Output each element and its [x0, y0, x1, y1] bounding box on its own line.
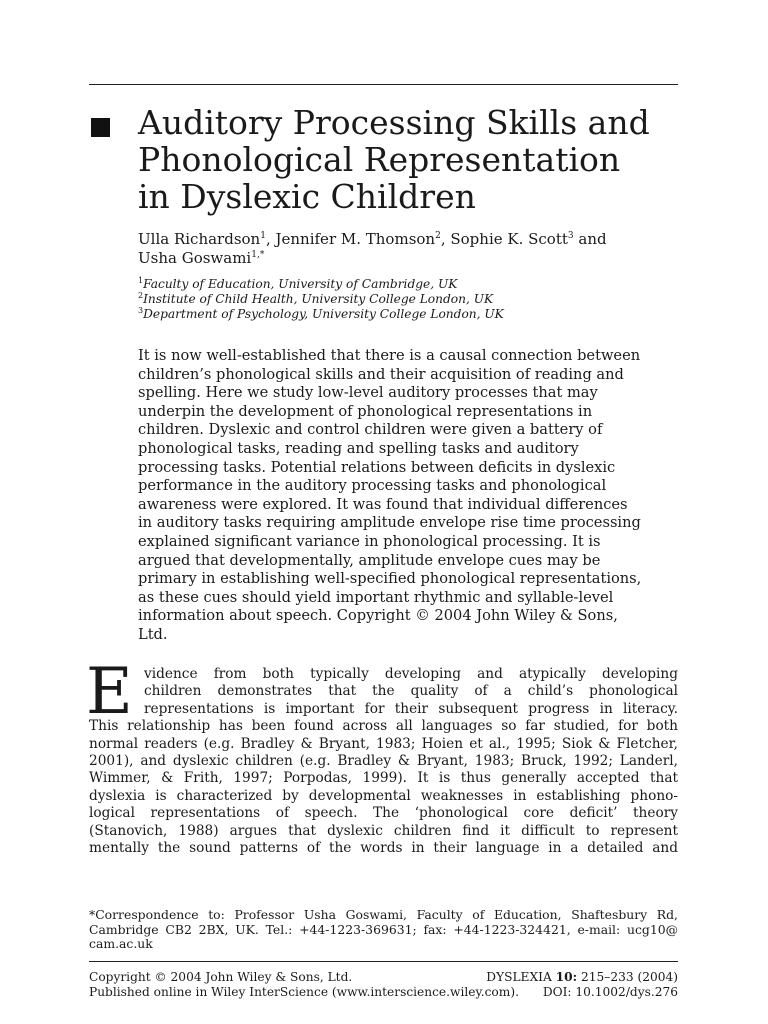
body-text — [86, 655, 678, 857]
body-line: children demonstrates that the quality of a child’s phonological — [144, 683, 678, 700]
affiliation-item — [138, 292, 678, 307]
author-separator: , — [440, 230, 451, 248]
title-square-bullet — [91, 118, 110, 137]
doi: DOI: 10.1002/dys.276 — [542, 985, 678, 999]
abstract-line: awareness were explored. It was found that individual differences — [138, 495, 628, 513]
journal-citation — [486, 970, 678, 985]
top-rule — [89, 84, 678, 85]
abstract-line: spelling. Here we study low-level auditory processes that may — [138, 384, 598, 402]
affiliations — [138, 277, 678, 322]
abstract-line: in auditory tasks requiring amplitude envelope rise time processing — [138, 514, 641, 532]
author-name: Sophie K. Scott — [450, 230, 568, 248]
body-line: This relationship has been found across all languages so far studied, for both — [89, 718, 678, 735]
abstract-line: children. Dyslexic and control children were given a battery of — [138, 421, 603, 439]
author-affil-sup: 1 — [260, 231, 266, 241]
page-footer — [89, 970, 678, 1000]
drop-cap: E — [86, 655, 133, 729]
journal-pages: 215–233 (2004) — [580, 970, 678, 984]
body-line: 2001), and dyslexic children (e.g. Bradley & Bryant, 1983; Bruck, 1992; Landerl, — [89, 752, 678, 769]
paper-title — [138, 104, 678, 215]
abstract-line: It is now well-established that there is a causal connection between — [138, 347, 641, 364]
author-separator: , — [265, 230, 276, 248]
affiliation-item — [138, 277, 678, 292]
footnote-line: *Correspondence to: Professor Usha Goswami, Faculty of Education, Shaftesbury Rd, — [89, 907, 678, 922]
author-separator: and — [573, 230, 607, 248]
body-line: dyslexia is characterized by developmental weaknesses in establishing phono- — [89, 787, 678, 804]
body-line: mentally the sound patterns of the words in their language in a detailed and — [89, 839, 678, 856]
body-line: logical representations of speech. The ‘phonological core deficit’ theory — [89, 805, 678, 822]
affiliation-text: Faculty of Education, University of Cambridge, UK — [143, 277, 458, 291]
author-affil-sup: 1,* — [251, 250, 265, 260]
abstract-line: information about speech. Copyright © 2004 John Wiley & Sons, — [138, 607, 618, 625]
footer-rule — [89, 961, 678, 962]
abstract-line: primary in establishing well-specified phonological representations, — [138, 570, 642, 588]
footnote-line: Cambridge CB2 2BX, UK. Tel.: +44-1223-369631; fax: +44-1223-324421, e-mail: ucg10@ — [89, 921, 678, 937]
abstract-line: performance in the auditory processing tasks and phonological — [138, 477, 607, 495]
abstract-line: underpin the development of phonological representations in — [138, 402, 593, 420]
affiliation-sup: 2 — [138, 290, 144, 300]
published-online: Published online in Wiley InterScience (www.interscience.wiley.com). — [89, 985, 519, 999]
title-line: Phonological Representation — [138, 140, 621, 179]
footer-row — [89, 970, 678, 985]
author-name: Usha Goswami — [138, 249, 252, 267]
abstract-line: children’s phonological skills and their acquisition of reading and — [138, 365, 624, 383]
affiliation-sup: 1 — [138, 275, 144, 285]
author-affil-sup: 3 — [567, 231, 574, 241]
author-list — [138, 230, 678, 268]
copyright-notice: Copyright © 2004 John Wiley & Sons, Ltd. — [89, 970, 353, 984]
affiliation-text: Institute of Child Health, University College London, UK — [143, 292, 494, 306]
correspondence-footnote — [89, 908, 678, 952]
title-line: Auditory Processing Skills and — [138, 103, 650, 142]
body-line: (Stanovich, 1988) argues that dyslexic children find it difficult to represent — [89, 822, 678, 839]
paper-page — [86, 0, 678, 1024]
body-line: Wimmer, & Frith, 1997; Porpodas, 1999). It is thus generally accepted that — [89, 770, 678, 787]
journal-volume: 10: — [555, 970, 578, 984]
abstract-line: Ltd. — [138, 625, 168, 643]
affiliation-text: Department of Psychology, University College London, UK — [143, 307, 504, 321]
title-line: in Dyslexic Children — [138, 177, 476, 216]
affiliation-item — [138, 307, 678, 322]
abstract-line: as these cues should yield important rhythmic and syllable-level — [138, 588, 614, 606]
body-line: representations is important for their subsequent progress in literacy. — [144, 700, 678, 717]
journal-name: DYSLEXIA — [486, 970, 552, 984]
footer-row — [89, 985, 678, 1000]
abstract-line: processing tasks. Potential relations between deficits in dyslexic — [138, 458, 616, 476]
abstract — [138, 347, 678, 645]
body-line: normal readers (e.g. Bradley & Bryant, 1983; Hoien et al., 1995; Siok & Fletcher, — [89, 735, 678, 752]
footnote-line: cam.ac.uk — [89, 936, 153, 951]
body-line: vidence from both typically developing and atypically developing — [144, 666, 678, 682]
abstract-line: explained significant variance in phonological processing. It is — [138, 532, 601, 550]
author-name: Ulla Richardson — [138, 230, 261, 248]
author-name: Jennifer M. Thomson — [275, 230, 436, 248]
abstract-line: argued that developmentally, amplitude envelope cues may be — [138, 551, 601, 569]
affiliation-sup: 3 — [138, 305, 144, 315]
author-affil-sup: 2 — [435, 231, 441, 241]
abstract-line: phonological tasks, reading and spelling tasks and auditory — [138, 439, 579, 457]
